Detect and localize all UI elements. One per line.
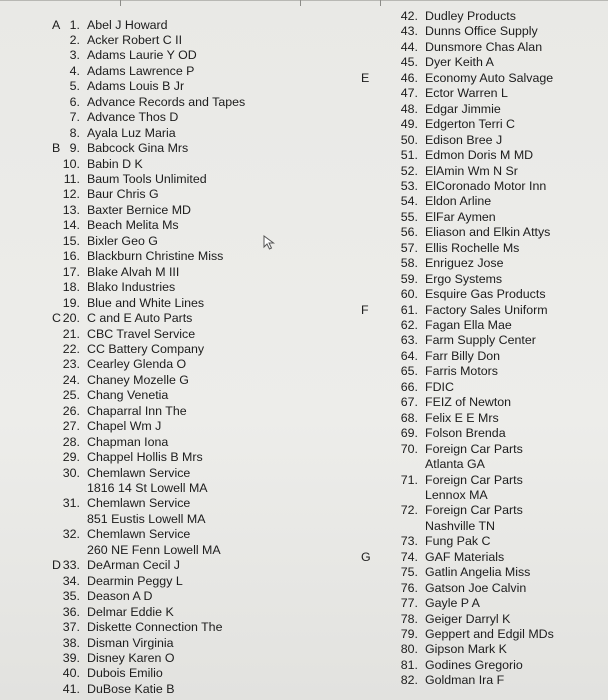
- item-number: 10.: [62, 156, 80, 171]
- item-number: 54.: [400, 194, 418, 209]
- list-item: [0, 627, 608, 642]
- list-item: [0, 488, 608, 503]
- item-number: 70.: [400, 441, 418, 456]
- item-name: FEIZ of Newton: [425, 395, 512, 410]
- item-number: 1.: [69, 17, 80, 32]
- item-number: 52.: [400, 163, 418, 178]
- item-name: Abel J Howard: [87, 17, 168, 32]
- list-item: [0, 349, 608, 364]
- item-name: Chemlawn Service: [87, 527, 191, 542]
- item-number: 81.: [400, 657, 418, 672]
- item-number: 33.: [62, 558, 80, 573]
- item-number: 39.: [62, 650, 80, 665]
- list-item: [0, 164, 608, 179]
- item-name: Foreign Car Parts: [425, 441, 523, 456]
- list-item: [0, 256, 608, 271]
- list-item: [0, 534, 608, 549]
- list-item: [0, 333, 608, 348]
- item-number: 30.: [62, 465, 80, 480]
- item-number: 61.: [400, 302, 418, 317]
- item-number: 22.: [62, 341, 80, 356]
- item-number: 45.: [400, 55, 418, 70]
- item-number: 53.: [400, 178, 418, 193]
- item-number: 31.: [62, 496, 80, 511]
- item-name: Gipson Mark K: [425, 642, 507, 657]
- section-letter: A: [52, 17, 61, 32]
- item-name: Gayle P A: [425, 596, 480, 611]
- item-number: 76.: [400, 580, 418, 595]
- list-item: [0, 612, 608, 627]
- item-number: 37.: [62, 620, 80, 635]
- item-number: 50.: [400, 132, 418, 147]
- list-item: [0, 395, 608, 410]
- item-number: 42.: [400, 9, 418, 23]
- item-number: 47.: [400, 86, 418, 101]
- item-name: Nashville TN: [425, 518, 496, 533]
- item-number: 66.: [400, 379, 418, 394]
- item-number: 63.: [400, 333, 418, 348]
- item-number: 18.: [62, 280, 80, 295]
- item-name: Cearley Glenda O: [87, 357, 187, 372]
- item-number: 74.: [400, 549, 418, 564]
- item-name: Advance Thos D: [87, 110, 179, 125]
- item-number: 20.: [62, 311, 80, 326]
- list-item: [0, 102, 608, 117]
- list-item: [0, 503, 608, 518]
- item-number: 51.: [400, 148, 418, 163]
- item-name: Chang Venetia: [87, 388, 169, 403]
- item-name: Godines Gregorio: [425, 657, 523, 672]
- item-name: Disney Karen O: [87, 650, 175, 665]
- item-name: Babcock Gina Mrs: [87, 141, 189, 156]
- item-name: Chaparral Inn The: [87, 403, 187, 418]
- item-number: 7.: [69, 110, 80, 125]
- list-item: [0, 194, 608, 209]
- item-number: 60.: [400, 287, 418, 302]
- item-number: 77.: [400, 596, 418, 611]
- item-name: Disman Virginia: [87, 635, 174, 650]
- item-name: Economy Auto Salvage: [425, 70, 554, 85]
- item-number: 82.: [400, 673, 418, 688]
- item-number: 62.: [400, 318, 418, 332]
- item-number: 21.: [62, 326, 80, 341]
- item-name: Blackburn Christine Miss: [87, 249, 224, 264]
- item-number: 58.: [400, 256, 418, 271]
- list-item: [0, 642, 608, 657]
- item-number: 43.: [400, 24, 418, 39]
- item-name: Dunns Office Supply: [425, 24, 538, 39]
- item-number: 59.: [400, 271, 418, 286]
- list-item: [0, 272, 608, 287]
- item-number: 14.: [62, 218, 80, 233]
- item-number: 44.: [400, 39, 418, 54]
- item-number: 73.: [400, 534, 418, 549]
- item-name: 1816 14 St Lowell MA: [87, 481, 208, 495]
- list-item: [0, 426, 608, 441]
- list-item: [0, 318, 608, 333]
- item-name: Dyer Keith A: [425, 55, 494, 70]
- item-number: 15.: [62, 233, 80, 248]
- list-item: [0, 24, 608, 39]
- item-number: 11.: [63, 172, 80, 186]
- list-item: [0, 40, 608, 55]
- item-name: ElCoronado Motor Inn: [425, 178, 547, 193]
- item-number: 29.: [62, 450, 80, 465]
- list-item: [0, 117, 608, 132]
- item-number: 48.: [400, 101, 418, 116]
- item-name: Blako Industries: [87, 280, 176, 295]
- item-number: 13.: [62, 202, 80, 217]
- item-name: Adams Louis B Jr: [87, 79, 185, 94]
- item-name: 851 Eustis Lowell MA: [87, 511, 206, 526]
- item-name: Babin D K: [87, 156, 143, 171]
- section-letter: E: [361, 70, 370, 85]
- section-letter: D: [52, 558, 61, 573]
- item-name: Dudley Products: [425, 9, 516, 23]
- item-number: 38.: [62, 635, 80, 650]
- item-number: 64.: [400, 348, 418, 363]
- list-item: [0, 519, 608, 534]
- list-item: [0, 457, 608, 472]
- item-name: Delmar Eddie K: [87, 604, 174, 619]
- list-item: [0, 133, 608, 148]
- item-name: Blake Alvah M III: [87, 264, 180, 279]
- item-name: DeArman Cecil J: [87, 558, 180, 573]
- item-name: Chemlawn Service: [87, 496, 191, 511]
- item-number: 27.: [62, 419, 80, 434]
- item-number: 36.: [62, 604, 80, 619]
- item-name: Ergo Systems: [425, 271, 503, 286]
- tick-mark: [380, 0, 381, 6]
- item-name: FDIC: [425, 379, 454, 394]
- item-number: 55.: [400, 209, 418, 224]
- item-name: Eldon Arline: [425, 194, 492, 209]
- item-number: 65.: [400, 364, 418, 379]
- item-number: 56.: [400, 225, 418, 240]
- list-item: [0, 179, 608, 194]
- item-name: Gatson Joe Calvin: [425, 580, 527, 595]
- item-name: Foreign Car Parts: [425, 472, 523, 487]
- item-number: 19.: [62, 295, 80, 310]
- item-number: 24.: [62, 372, 80, 387]
- section-letter: G: [361, 549, 371, 564]
- item-name: Ellis Rochelle Ms: [425, 240, 520, 255]
- item-number: 41.: [62, 681, 80, 696]
- item-name: ElFar Aymen: [425, 209, 496, 224]
- item-name: Fung Pak C: [425, 534, 491, 549]
- item-name: Deason A D: [87, 589, 153, 604]
- item-number: 40.: [62, 666, 80, 681]
- list-item: [0, 86, 608, 101]
- list-item: [0, 55, 608, 70]
- item-name: Chapman Iona: [87, 434, 169, 449]
- item-name: Ayala Luz Maria: [87, 125, 176, 140]
- item-name: Chemlawn Service: [87, 465, 191, 480]
- item-number: 4.: [69, 63, 80, 78]
- item-name: Baur Chris G: [87, 187, 159, 202]
- tick-mark: [120, 0, 121, 6]
- item-number: 26.: [62, 403, 80, 418]
- item-name: GAF Materials: [425, 549, 505, 564]
- item-name: Felix E E Mrs: [425, 410, 499, 425]
- item-name: Dearmin Peggy L: [87, 573, 183, 588]
- item-number: 35.: [62, 589, 80, 604]
- item-name: ElAmin Wm N Sr: [425, 163, 518, 178]
- item-name: Adams Lawrence P: [87, 63, 195, 78]
- section-letter: B: [52, 141, 61, 156]
- item-name: Eliason and Elkin Attys: [425, 225, 551, 240]
- item-name: CBC Travel Service: [87, 326, 196, 341]
- item-name: Chapel Wm J: [87, 419, 162, 434]
- list-item: [0, 581, 608, 596]
- item-number: 67.: [400, 395, 418, 410]
- item-name: 260 NE Fenn Lowell MA: [87, 542, 221, 557]
- item-number: 5.: [69, 79, 80, 94]
- item-number: 9.: [69, 141, 80, 156]
- item-number: 68.: [400, 410, 418, 425]
- item-name: C and E Auto Parts: [87, 311, 193, 326]
- item-number: 23.: [62, 357, 80, 372]
- item-name: Atlanta GA: [425, 457, 485, 472]
- mouse-pointer-icon: [263, 235, 277, 251]
- item-name: Farm Supply Center: [425, 333, 536, 348]
- list-item: [0, 411, 608, 426]
- item-number: 57.: [400, 240, 418, 255]
- item-name: Chaney Mozelle G: [87, 372, 189, 387]
- item-number: 46.: [400, 70, 418, 85]
- tick-mark: [300, 0, 301, 6]
- item-name: Enriguez Jose: [425, 256, 504, 271]
- list-item: [0, 225, 608, 240]
- item-number: 8.: [69, 125, 80, 140]
- list-item: [0, 287, 608, 302]
- item-name: Edgerton Terri C: [425, 117, 515, 132]
- item-name: Diskette Connection The: [87, 620, 223, 635]
- list-item: [0, 565, 608, 580]
- item-name: Blue and White Lines: [87, 295, 205, 310]
- list-item: [0, 9, 608, 24]
- item-number: 79.: [400, 627, 418, 641]
- item-name: Acker Robert C II: [87, 32, 183, 47]
- item-name: Folson Brenda: [425, 426, 506, 441]
- section-letter: C: [52, 311, 61, 326]
- section-letter: F: [361, 302, 369, 317]
- item-name: Edgar Jimmie: [425, 101, 501, 116]
- list-item: [0, 71, 608, 86]
- item-name: Fagan Ella Mae: [425, 318, 512, 332]
- list-item: [0, 596, 608, 611]
- item-name: Beach Melita Ms: [87, 218, 179, 233]
- item-name: Edison Bree J: [425, 132, 503, 147]
- item-number: 69.: [400, 426, 418, 441]
- item-number: 3.: [69, 48, 80, 63]
- item-name: Baum Tools Unlimited: [87, 172, 207, 186]
- page-top-edge: [0, 0, 608, 1]
- list-item: [0, 658, 608, 673]
- item-number: 16.: [62, 249, 80, 264]
- item-name: Ector Warren L: [425, 86, 508, 101]
- item-name: Goldman Ira F: [425, 673, 505, 688]
- list-item: [0, 442, 608, 457]
- item-number: 80.: [400, 642, 418, 657]
- item-number: 78.: [400, 611, 418, 626]
- item-name: Farris Motors: [425, 364, 498, 379]
- item-number: 71.: [400, 472, 418, 487]
- item-number: 12.: [62, 187, 80, 202]
- item-name: Bixler Geo G: [87, 233, 158, 248]
- item-number: 75.: [400, 565, 418, 580]
- list-item: [0, 303, 608, 318]
- item-number: 49.: [400, 117, 418, 132]
- list-item: [0, 673, 608, 688]
- item-name: Dubois Emilio: [87, 666, 163, 681]
- item-name: Chappel Hollis B Mrs: [87, 450, 203, 465]
- item-name: Foreign Car Parts: [425, 503, 523, 518]
- item-number: 32.: [62, 527, 80, 542]
- item-name: Factory Sales Uniform: [425, 302, 548, 317]
- item-number: 17.: [62, 264, 80, 279]
- list-item: [0, 364, 608, 379]
- item-name: Esquire Gas Products: [425, 287, 546, 302]
- list-item: [0, 241, 608, 256]
- item-number: 2.: [69, 32, 80, 47]
- item-name: Advance Records and Tapes: [87, 94, 246, 109]
- item-name: Baxter Bernice MD: [87, 202, 191, 217]
- item-name: Edmon Doris M MD: [425, 148, 534, 163]
- item-number: 28.: [62, 434, 80, 449]
- item-name: Geppert and Edgil MDs: [425, 627, 554, 641]
- item-number: 25.: [62, 388, 80, 403]
- item-name: Farr Billy Don: [425, 348, 501, 363]
- item-number: 72.: [400, 503, 418, 518]
- list-item: [0, 148, 608, 163]
- list-item: [0, 210, 608, 225]
- item-name: Lennox MA: [425, 487, 488, 502]
- item-name: Gatlin Angelia Miss: [425, 565, 531, 580]
- list-item: [0, 550, 608, 565]
- list-item: [0, 380, 608, 395]
- item-name: Geiger Darryl K: [425, 611, 511, 626]
- item-number: 34.: [62, 573, 80, 588]
- item-name: Adams Laurie Y OD: [87, 48, 197, 63]
- item-number: 6.: [69, 94, 80, 109]
- list-item: [0, 473, 608, 488]
- item-name: CC Battery Company: [87, 341, 205, 356]
- item-name: Dunsmore Chas Alan: [425, 39, 543, 54]
- item-name: DuBose Katie B: [87, 681, 175, 696]
